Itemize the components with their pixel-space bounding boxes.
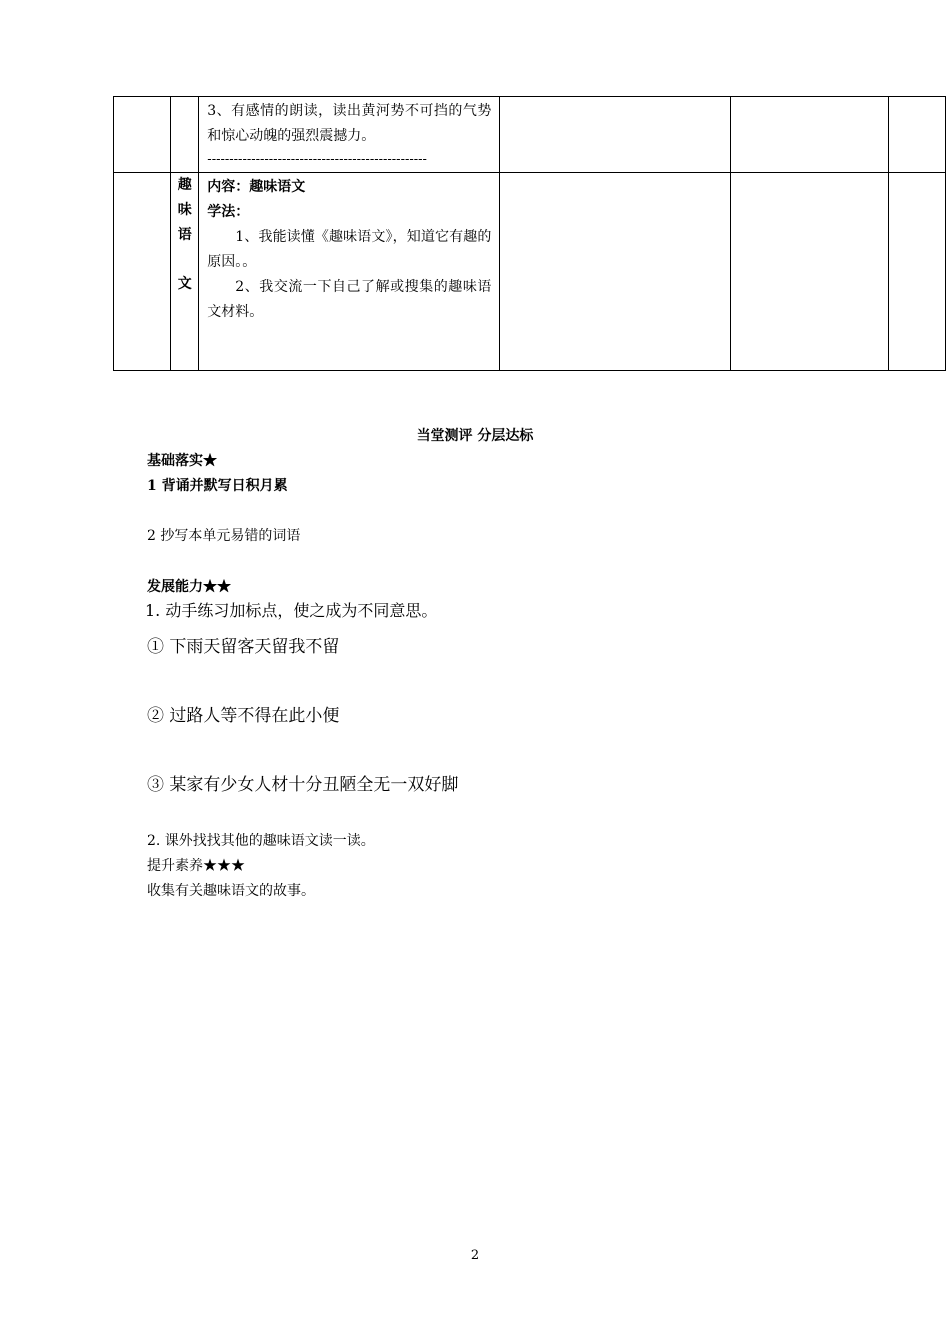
method-item-2: 2、我交流一下自己了解或搜集的趣味语文材料。: [207, 279, 492, 320]
table-cell: [500, 97, 731, 173]
table-cell: [731, 173, 889, 371]
table-row: [114, 173, 946, 371]
section-title: 当堂测评 分层达标: [416, 428, 534, 444]
method-item-1: 1、我能读懂《趣味语文》，知道它有趣的原因。。: [207, 229, 492, 270]
section-label-cell: [171, 173, 199, 371]
punctuation-sentence-3: ③ 某家有少女人材十分丑陋全无一双好脚: [147, 775, 459, 795]
page-number: 2: [470, 1248, 480, 1263]
develop-item-1: 1. 动手练习加标点，使之成为不同意思。: [145, 601, 438, 620]
section-label-char: 趣: [177, 177, 192, 193]
punctuation-sentence-1: ① 下雨天留客天留我不留: [147, 637, 340, 657]
develop-item-2: 2. 课外找找其他的趣味语文读一读。: [147, 833, 375, 849]
method-label: 学法：: [207, 204, 250, 220]
table-cell: [888, 173, 945, 371]
table-cell: [500, 173, 731, 371]
section-label-char: 语: [177, 227, 192, 243]
basic-item-1: 1 背诵并默写日积月累: [147, 478, 288, 494]
punctuation-sentence-2: ② 过路人等不得在此小便: [147, 706, 340, 726]
table-cell: [114, 97, 171, 173]
improve-heading: 提升素养★★★: [147, 858, 245, 874]
objective-cell: [199, 97, 500, 173]
section-label-char: 文: [177, 276, 192, 292]
table-cell: [731, 97, 889, 173]
table-row: [114, 97, 946, 173]
objective-text: 3、有感情的朗读，读出黄河势不可挡的气势和惊心动魄的强烈震撼力。: [207, 103, 492, 144]
develop-heading: 发展能力★★: [147, 579, 231, 595]
table-cell: [888, 97, 945, 173]
improve-text: 收集有关趣味语文的故事。: [147, 883, 315, 899]
table-cell: [171, 97, 199, 173]
section-label-char: 味: [177, 202, 192, 218]
basic-heading: 基础落实★: [147, 453, 217, 469]
content-cell: [199, 173, 500, 371]
divider-line: --------------------------------------------------: [207, 152, 427, 167]
basic-item-2: 2 抄写本单元易错的词语: [147, 528, 301, 544]
table-cell: [114, 173, 171, 371]
content-label: 内容：趣味语文: [207, 179, 306, 195]
lesson-plan-table: [113, 96, 946, 371]
